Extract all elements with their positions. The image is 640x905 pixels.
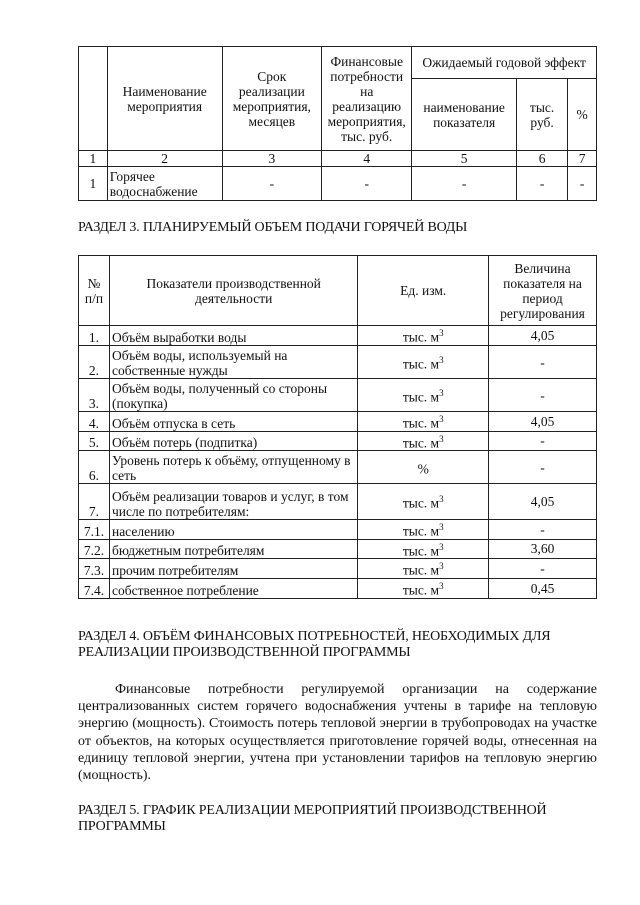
table-row bbox=[79, 326, 597, 346]
row-number: 7.2. bbox=[79, 539, 110, 559]
row-indicator-name: бюджетным потребителям bbox=[109, 539, 357, 559]
percent-header: % bbox=[568, 79, 597, 151]
unit-text: тыс. м bbox=[402, 356, 440, 372]
row-number: 5. bbox=[79, 431, 110, 451]
effect-header: Ожидаемый годовой эффект bbox=[412, 47, 597, 79]
unit-superscript: 3 bbox=[439, 522, 444, 532]
unit-text: тыс. м bbox=[402, 415, 440, 431]
row-unit bbox=[358, 451, 489, 484]
unit-superscript: 3 bbox=[439, 328, 444, 339]
row-value: - bbox=[489, 559, 597, 579]
row-unit bbox=[358, 346, 489, 379]
row-number: 1. bbox=[79, 326, 110, 346]
column-number: 5 bbox=[412, 151, 517, 167]
table-row bbox=[79, 520, 597, 540]
unit-superscript: 3 bbox=[439, 387, 444, 398]
row-unit bbox=[358, 431, 489, 451]
row-value: 0,45 bbox=[489, 578, 597, 598]
row-term: - bbox=[222, 167, 321, 201]
table-row bbox=[79, 346, 597, 379]
row-number: 6. bbox=[79, 451, 110, 484]
unit-superscript: 3 bbox=[439, 414, 444, 424]
unit-superscript: 3 bbox=[439, 561, 444, 571]
row-indicator-name: Объём отпуска в сеть bbox=[109, 412, 357, 432]
table-row bbox=[79, 484, 597, 520]
row-value: - bbox=[489, 431, 597, 451]
num-header: № п/п bbox=[79, 256, 110, 326]
column-number: 2 bbox=[107, 151, 222, 167]
table-row bbox=[79, 167, 597, 201]
unit-text: % bbox=[417, 461, 429, 477]
unit-text: тыс. м bbox=[402, 435, 440, 450]
unit-superscript: 3 bbox=[439, 494, 444, 505]
term-header: Срок реализации мероприятия, месяцев bbox=[222, 47, 321, 151]
column-number: 3 bbox=[222, 151, 321, 167]
unit-text: тыс. м bbox=[402, 543, 440, 558]
unit-superscript: 3 bbox=[439, 541, 444, 552]
row-value: 3,60 bbox=[489, 539, 597, 559]
row-number: 2. bbox=[79, 346, 110, 379]
row-unit bbox=[358, 484, 489, 520]
row-unit bbox=[358, 326, 489, 346]
row-unit bbox=[358, 520, 489, 540]
row-value: - bbox=[489, 520, 597, 540]
row-number: 4. bbox=[79, 412, 110, 432]
section-4-title: РАЗДЕЛ 4. ОБЪЁМ ФИНАНСОВЫХ ПОТРЕБНОСТЕЙ, НЕОБХОДИМЫХ ДЛЯ РЕАЛИЗАЦИИ ПРОИЗВОДСТВЕННОЙ ПРОГРАММЫ bbox=[78, 629, 551, 660]
row-number: 3. bbox=[79, 379, 110, 412]
row-unit bbox=[358, 559, 489, 579]
finance-header: Финансовые потребности на реализацию мероприятия, тыс. руб. bbox=[322, 47, 412, 151]
row-number: 7. bbox=[79, 484, 110, 520]
column-number: 4 bbox=[322, 151, 412, 167]
value-header: Величина показателя на период регулирования bbox=[489, 256, 597, 326]
row-indicator: - bbox=[412, 167, 517, 201]
indicator-header: наименование показателя bbox=[412, 79, 517, 151]
unit-text: тыс. м bbox=[402, 389, 440, 405]
num-header-cell bbox=[79, 47, 108, 151]
row-number: 1 bbox=[79, 167, 108, 201]
unit-text: тыс. м bbox=[402, 582, 440, 598]
column-number: 1 bbox=[79, 151, 108, 167]
unit-text: тыс. м bbox=[402, 523, 440, 539]
row-indicator-name: Объём потерь (подпитка) bbox=[109, 431, 357, 451]
table-row bbox=[79, 412, 597, 432]
column-number: 6 bbox=[516, 151, 567, 167]
section-4-paragraph: Финансовые потребности регулируемой организации на содержание централизованных систем горячего водоснабжения учтены в тарифе на тепловую энергию (мощность). Стоимость потерь тепловой энергии в трубопроводах на участке от объектов, на которых осуществляется приготовление горячей воды, отнесенная на единицу тепловой энергии, учтена при установлении тарифов на тепловую энергию (мощность). bbox=[78, 682, 597, 784]
measures-table bbox=[78, 46, 597, 201]
row-indicator-name: Объём воды, используемый на собственные нужды bbox=[109, 346, 357, 379]
row-indicator-name: Объём воды, полученный со стороны (покупка) bbox=[109, 379, 357, 412]
row-value: - bbox=[489, 451, 597, 484]
row-value: 4,05 bbox=[489, 484, 597, 520]
row-indicator-name: Объём реализации товаров и услуг, в том числе по потребителям: bbox=[109, 484, 357, 520]
row-number: 7.1. bbox=[79, 520, 110, 540]
unit-superscript: 3 bbox=[439, 433, 444, 444]
row-number: 7.3. bbox=[79, 559, 110, 579]
row-finance: - bbox=[322, 167, 412, 201]
row-percent: - bbox=[568, 167, 597, 201]
row-unit bbox=[358, 578, 489, 598]
table-row bbox=[79, 379, 597, 412]
row-indicator-name: населению bbox=[109, 520, 357, 540]
unit-text: тыс. м bbox=[402, 495, 440, 511]
table-row bbox=[79, 431, 597, 451]
row-unit bbox=[358, 539, 489, 559]
row-unit bbox=[358, 412, 489, 432]
unit-superscript: 3 bbox=[439, 580, 444, 591]
water-volume-table bbox=[78, 255, 597, 599]
table-row bbox=[79, 451, 597, 484]
table-row bbox=[79, 578, 597, 598]
unit-text: тыс. м bbox=[402, 562, 440, 578]
row-value: 4,05 bbox=[489, 412, 597, 432]
row-indicator-name: собственное потребление bbox=[109, 578, 357, 598]
row-number: 7.4. bbox=[79, 578, 110, 598]
row-indicator-name: Уровень потерь к объёму, отпущенному в сеть bbox=[109, 451, 357, 484]
unit-header: Ед. изм. bbox=[358, 256, 489, 326]
table-row bbox=[79, 559, 597, 579]
row-indicator-name: Объём выработки воды bbox=[109, 326, 357, 346]
row-name: Горячее водоснабжение bbox=[107, 167, 222, 201]
unit-text: тыс. м bbox=[402, 329, 440, 345]
row-unit bbox=[358, 379, 489, 412]
rub-header: тыс. руб. bbox=[516, 79, 567, 151]
column-numbers-row bbox=[79, 151, 597, 167]
section-3-title: РАЗДЕЛ 3. ПЛАНИРУЕМЫЙ ОБЪЕМ ПОДАЧИ ГОРЯЧЕЙ ВОДЫ bbox=[78, 220, 468, 235]
table-row bbox=[79, 539, 597, 559]
row-value: - bbox=[489, 346, 597, 379]
row-rub: - bbox=[516, 167, 567, 201]
row-indicator-name: прочим потребителям bbox=[109, 559, 357, 579]
section-5-title: РАЗДЕЛ 5. ГРАФИК РЕАЛИЗАЦИИ МЕРОПРИЯТИЙ ПРОИЗВОДСТВЕННОЙ ПРОГРАММЫ bbox=[78, 803, 547, 834]
column-number: 7 bbox=[568, 151, 597, 167]
row-value: - bbox=[489, 379, 597, 412]
indicators-header: Показатели производственной деятельности bbox=[109, 256, 357, 326]
row-value: 4,05 bbox=[489, 326, 597, 346]
unit-superscript: 3 bbox=[439, 354, 444, 365]
name-header: Наименование мероприятия bbox=[107, 47, 222, 151]
